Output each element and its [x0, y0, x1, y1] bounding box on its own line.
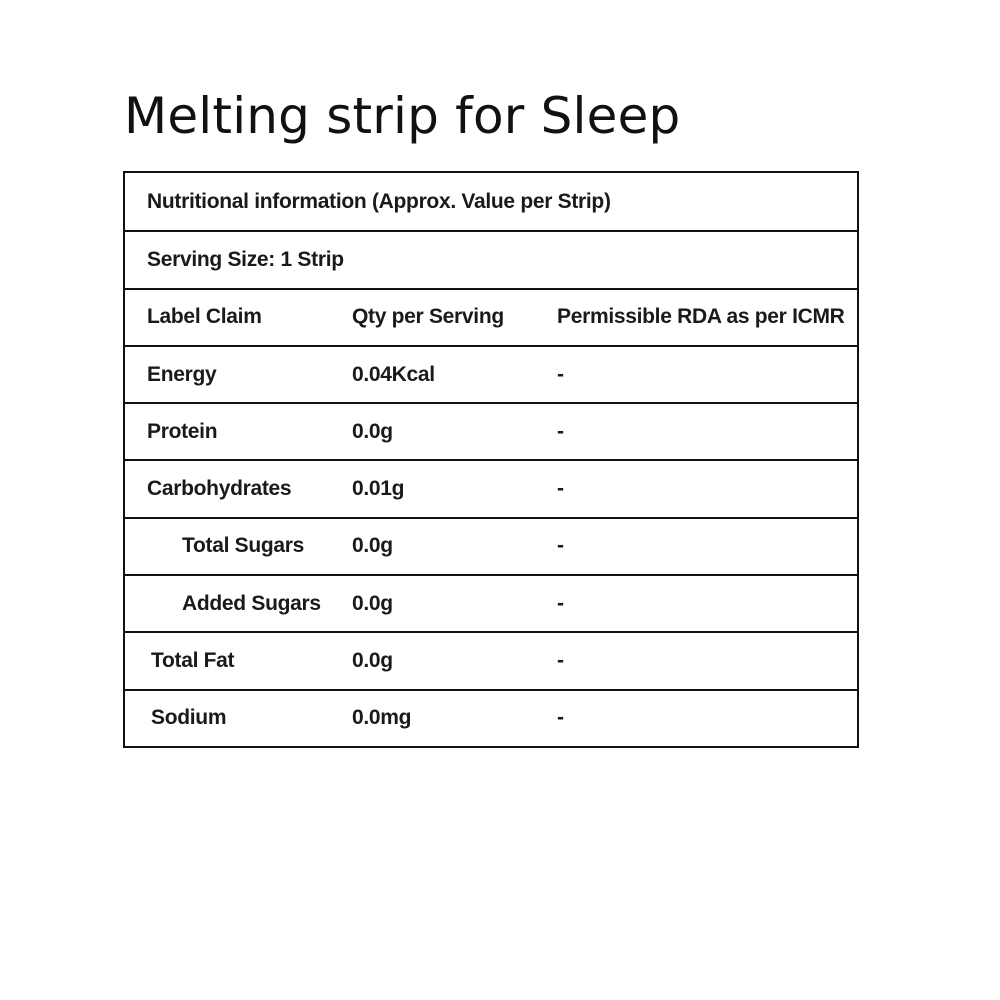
row-rda: -: [557, 419, 564, 443]
table-row-added-sugars: [125, 574, 857, 631]
row-rda: -: [557, 706, 564, 730]
row-qty: 0.0mg: [352, 706, 412, 730]
table-row-total-fat: [125, 631, 857, 688]
row-label-claim: Sodium: [151, 706, 227, 730]
row-rda: -: [557, 591, 564, 615]
nutrition-table: [123, 171, 859, 748]
row-label-claim: Total Fat: [151, 649, 235, 673]
row-qty: 0.0g: [352, 649, 393, 673]
row-label-claim: Energy: [147, 362, 217, 386]
row-qty: 0.0g: [352, 419, 393, 443]
row-label-claim: Protein: [147, 419, 218, 443]
table-row-sodium: [125, 689, 857, 746]
row-rda: -: [557, 362, 564, 386]
row-rda: -: [557, 649, 564, 673]
row-rda: -: [557, 477, 564, 501]
row-label-claim: Carbohydrates: [147, 477, 292, 501]
row-qty: 0.04Kcal: [352, 362, 435, 386]
serving-size-row: [125, 230, 857, 287]
column-header-label-claim: Label Claim: [147, 305, 262, 329]
row-label-claim: Total Sugars: [182, 534, 305, 558]
table-info-header-row: [125, 173, 857, 230]
column-header-row: [125, 288, 857, 345]
row-label-claim: Added Sugars: [182, 591, 321, 615]
table-row-carbohydrates: [125, 459, 857, 516]
row-qty: 0.01g: [352, 477, 405, 501]
page-title: Melting strip for Sleep: [124, 87, 681, 145]
table-row-total-sugars: [125, 517, 857, 574]
column-header-rda: Permissible RDA as per ICMR: [557, 305, 845, 329]
row-qty: 0.0g: [352, 534, 393, 558]
column-header-qty: Qty per Serving: [352, 305, 504, 329]
row-rda: -: [557, 534, 564, 558]
nutrition-info-heading: Nutritional information (Approx. Value per Strip): [147, 189, 611, 213]
table-row-energy: [125, 345, 857, 402]
table-row-protein: [125, 402, 857, 459]
row-qty: 0.0g: [352, 591, 393, 615]
serving-size-text: Serving Size: 1 Strip: [147, 247, 344, 271]
